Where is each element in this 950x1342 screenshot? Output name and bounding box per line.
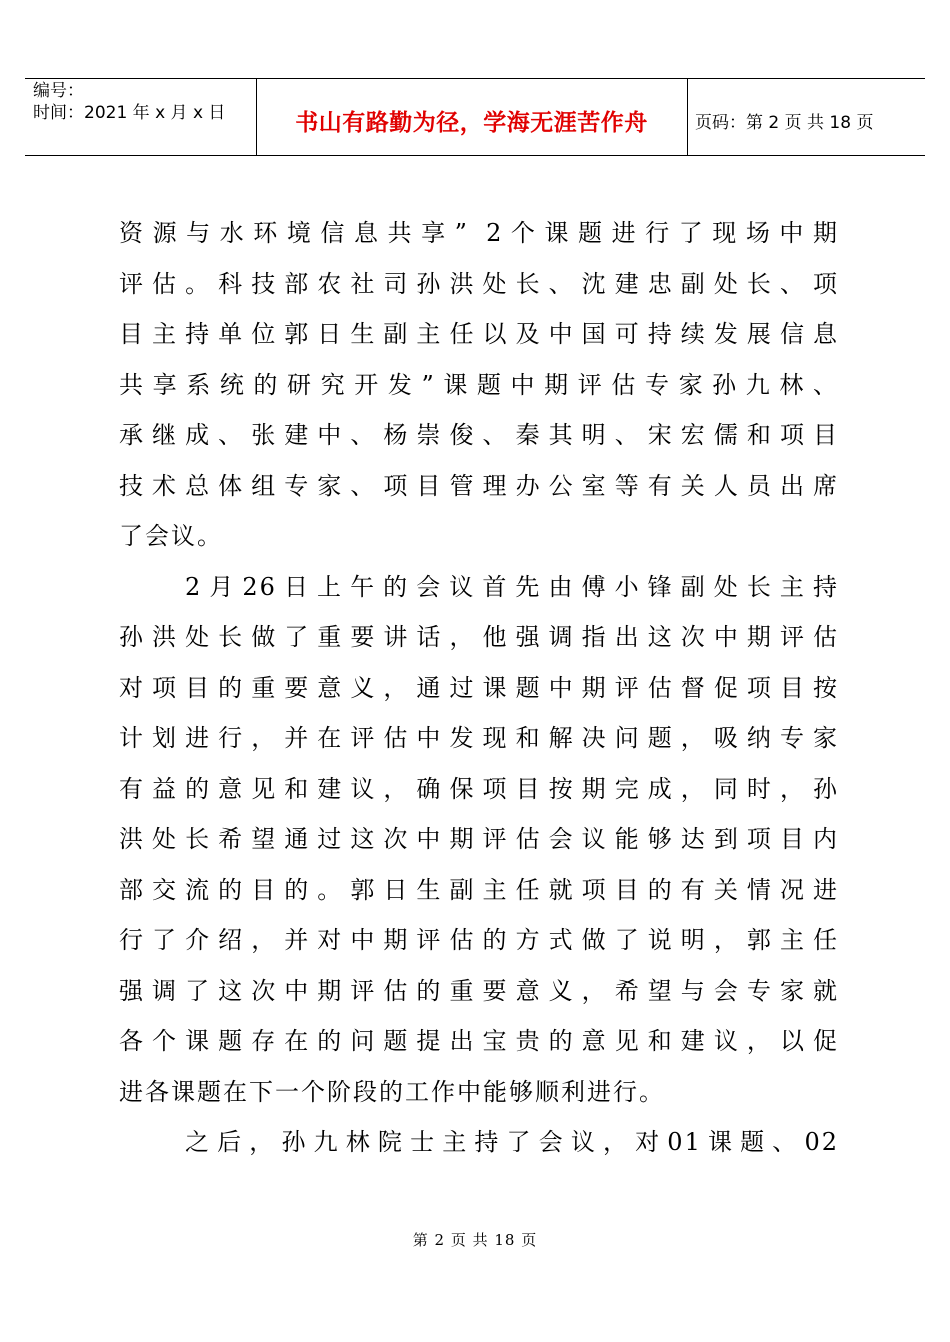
time-label: 时间：2021 年 x 月 x 日 — [33, 103, 226, 123]
body-line: 各个课题存在的问题提出宝贵的意见和建议，以促 — [119, 1027, 839, 1055]
page-label: 页码：第 2 页 共 18 页 — [695, 113, 874, 133]
body-line: 技术总体组专家、项目管理办公室等有关人员出席 — [119, 471, 839, 500]
body-line: 资源与水环境信息共享” 2个课题进行了现场中期 — [119, 219, 839, 247]
body-line: 了会议。 — [119, 522, 223, 550]
body-line: 洪处长希望通过这次中期评估会议能够达到项目内 — [119, 825, 839, 853]
body-line: 强调了这次中期评估的重要意义，希望与会专家就 — [119, 976, 839, 1005]
body-line: 有益的意见和建议，确保项目按期完成，同时，孙 — [119, 774, 839, 803]
header-bottom-rule — [25, 155, 925, 156]
page-footer: 第 2 页 共 18 页 — [412, 1231, 538, 1249]
page-header — [25, 78, 925, 158]
motto: 书山有路勤为径，学海无涯苦作舟 — [295, 109, 648, 136]
number-label: 编号： — [33, 81, 84, 101]
body-line: 共享系统的研究开发”课题中期评估专家孙九林、 — [119, 370, 839, 399]
header-top-rule — [25, 78, 925, 79]
body-line: 2月26日上午的会议首先由傅小锋副处长主持 — [185, 572, 839, 601]
body-line: 计划进行，并在评估中发现和解决问题，吸纳专家 — [119, 724, 839, 752]
body-line: 行了介绍，并对中期评估的方式做了说明，郭主任 — [119, 926, 839, 954]
body-line: 对项目的重要意义，通过课题中期评估督促项目按 — [119, 673, 839, 702]
header-divider-right — [687, 78, 688, 156]
body-line: 评估。科技部农社司孙洪处长、沈建忠副处长、项 — [119, 269, 839, 298]
body-line: 孙洪处长做了重要讲话，他强调指出这次中期评估 — [119, 623, 839, 651]
body-line: 承继成、张建中、杨崇俊、秦其明、宋宏儒和项目 — [119, 421, 839, 449]
document-body — [119, 208, 839, 1168]
body-line: 之后，孙九林院士主持了会议，对01课题、02 — [185, 1128, 839, 1156]
body-line: 目主持单位郭日生副主任以及中国可持续发展信息 — [119, 320, 839, 348]
body-line: 进各课题在下一个阶段的工作中能够顺利进行。 — [119, 1077, 665, 1106]
header-meta — [33, 80, 225, 124]
body-line: 部交流的目的。郭日生副主任就项目的有关情况进 — [119, 875, 839, 904]
